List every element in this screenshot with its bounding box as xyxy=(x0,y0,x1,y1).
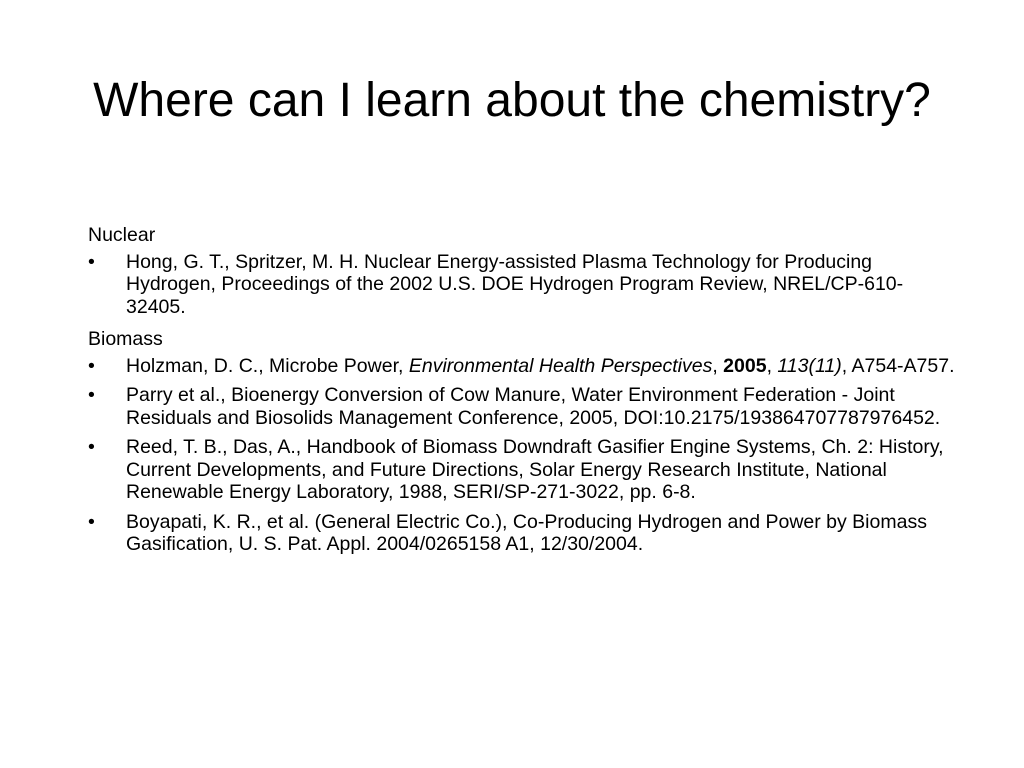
reference-text: Reed, T. B., Das, A., Handbook of Biomass Downdraft Gasifier Engine Systems, Ch. 2: History, Current Developments, and Future Directions, Solar Energy Research Institute, National Renewable Energy Laboratory, 1988, SERI/SP-271-3022, pp. 6-8. xyxy=(126,436,944,503)
reference-item xyxy=(88,511,958,556)
reference-item xyxy=(88,251,958,319)
reference-item xyxy=(88,355,958,378)
slide-title: Where can I learn about the chemistry? xyxy=(93,74,931,127)
bullet-icon: • xyxy=(88,436,95,458)
reference-list-biomass xyxy=(88,355,958,556)
reference-separator: , xyxy=(712,354,724,377)
reference-separator: , xyxy=(766,354,778,377)
bullet-icon: • xyxy=(88,384,95,406)
section-heading-biomass: Biomass xyxy=(88,328,163,350)
reference-list-nuclear xyxy=(88,251,958,319)
reference-volume: 113(11) xyxy=(777,354,842,377)
reference-journal: Environmental Health Perspectives xyxy=(408,354,713,377)
reference-year: 2005 xyxy=(723,354,767,377)
section-heading-nuclear: Nuclear xyxy=(88,224,156,246)
bullet-icon: • xyxy=(88,250,95,273)
reference-item xyxy=(88,436,958,504)
reference-text: Boyapati, K. R., et al. (General Electric Co.), Co-Producing Hydrogen and Power by Biomass Gasification, U. S. Pat. Appl. 2004/0265158 A1, 12/30/2004. xyxy=(126,510,927,555)
reference-authors: Holzman, D. C., Microbe Power, xyxy=(126,354,409,377)
reference-item xyxy=(88,384,958,429)
slide-body xyxy=(88,224,958,566)
reference-text: Parry et al., Bioenergy Conversion of Cow Manure, Water Environment Federation - Joint Residuals and Biosolids Management Conference, 2005, DOI:10.2175/193864707787976452. xyxy=(126,384,941,429)
reference-text: Hong, G. T., Spritzer, M. H. Nuclear Energy-assisted Plasma Technology for Producing Hydrogen, Proceedings of the 2002 U.S. DOE Hydrogen Program Review, NREL/CP-610-32405. xyxy=(126,250,904,318)
bullet-icon: • xyxy=(88,510,95,533)
bullet-icon: • xyxy=(88,354,95,377)
reference-pages: , A754-A757. xyxy=(841,354,955,377)
